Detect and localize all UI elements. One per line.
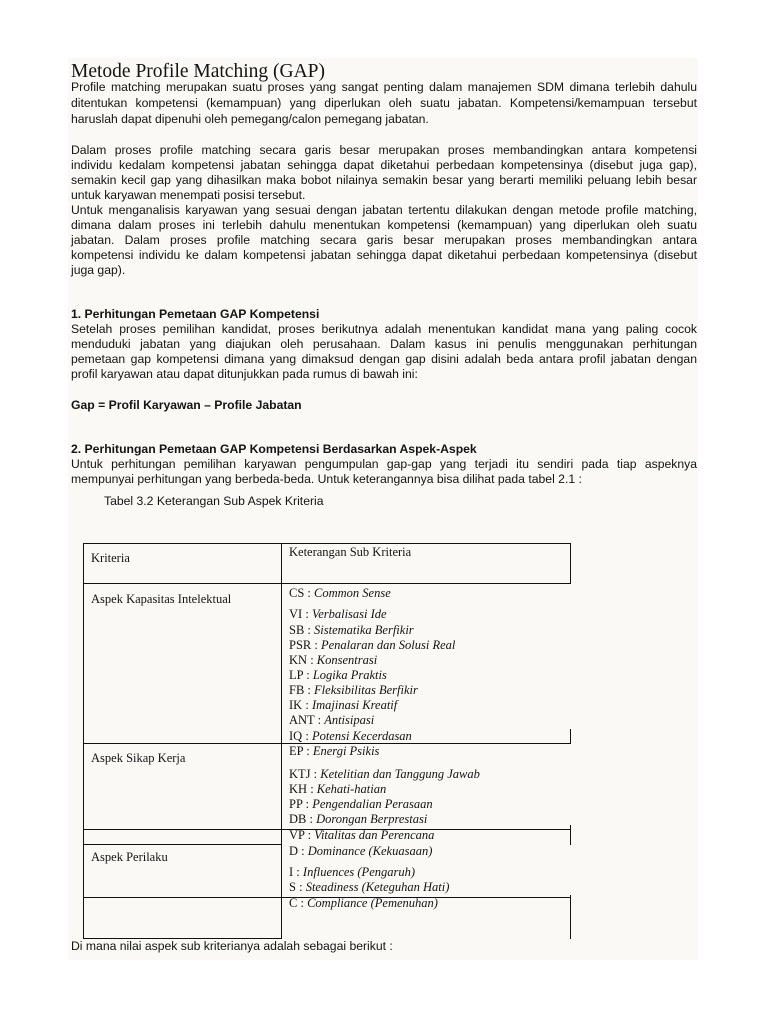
paragraph-line: dimana dalam proses ini terlebih dahulu menentukan kompetensi (kemampuan) yang diperlukan oleh suatu (71, 218, 697, 232)
section-line: menduduki jabatan yang diajukan oleh perusahaan. Dalam kasus ini penulis menggunakan perhitungan (71, 337, 697, 351)
paragraph-line: individu kedalam kompetensi jabatan sehingga dapat diketahui perbedaan kompetensinya (disebut juga gap), (71, 158, 697, 172)
formula: Gap = Profil Karyawan – Profile Jabatan (71, 398, 302, 412)
table-item: CS : Common Sense (289, 586, 391, 600)
item-desc: Compliance (Pemenuhan) (307, 896, 438, 910)
section-line: Setelah proses pemilihan kandidat, proses berikutnya adalah menentukan kandidat mana yang paling cocok (71, 322, 697, 336)
item-desc: Dorongan Berprestasi (316, 812, 428, 826)
item-code: KN (289, 653, 308, 667)
table-item: PSR : Penalaran dan Solusi Real (289, 638, 456, 652)
item-code: KH (289, 782, 308, 796)
item-code: IK (289, 698, 303, 712)
item-desc: Penalaran dan Solusi Real (320, 638, 456, 652)
item-code: EP (289, 744, 304, 758)
item-code: VP (289, 828, 305, 842)
item-code: C (289, 896, 298, 910)
item-code: ANT (289, 713, 315, 727)
table-item: ANT : Antisipasi (289, 713, 375, 727)
table-border (83, 543, 571, 544)
table-border (83, 844, 281, 845)
table-item: SB : Sistematika Berfikir (289, 623, 414, 637)
footer-line: Di mana nilai aspek sub kriterianya adalah sebagai berikut : (71, 939, 393, 953)
item-desc: Potensi Kecerdasan (311, 729, 412, 743)
table-border (83, 543, 84, 939)
item-code: I (289, 865, 294, 879)
item-desc: Kehati-hatian (316, 782, 387, 796)
table-border (570, 729, 571, 744)
item-code: KTJ (289, 767, 311, 781)
item-code: SB (289, 623, 305, 637)
intro-line: Profile matching merupakan suatu proses yang sangat penting dalam manajemen SDM dimana terlebih dahulu (71, 80, 697, 94)
item-code: CS (289, 586, 305, 600)
item-desc: Fleksibilitas Berfikir (314, 683, 418, 697)
table-item: LP : Logika Praktis (289, 668, 387, 682)
item-desc: Energi Psikis (312, 744, 380, 758)
table-item: IK : Imajinasi Kreatif (289, 698, 398, 712)
item-code: S (289, 880, 296, 894)
paragraph-line: untuk karyawan menempati posisi tersebut. (71, 188, 306, 202)
item-desc: Common Sense (314, 586, 391, 600)
section-line: pemetaan gap kompetensi dimana yang dimaksud dengan gap disini adalah beda antara profil jabatan dengan (71, 352, 697, 366)
item-desc: Influences (Pengaruh) (302, 865, 416, 879)
table-item: D : Dominance (Kekuasaan) (289, 844, 433, 858)
table-item: DB : Dorongan Berprestasi (289, 812, 428, 826)
table-item: C : Compliance (Pemenuhan) (289, 896, 438, 910)
item-desc: Imajinasi Kreatif (311, 698, 398, 712)
intro-line: haruslah dapat dipenuhi oleh pemegang/calon pemegang jabatan. (71, 112, 429, 126)
item-desc: Ketelitian dan Tanggung Jawab (320, 767, 480, 781)
item-code: IQ (289, 729, 303, 743)
section-heading: 2. Perhitungan Pemetaan GAP Kompetensi Berdasarkan Aspek-Aspek (71, 442, 477, 456)
paragraph-line: Untuk menganalisis karyawan yang sesuai dengan jabatan tertentu dilakukan dengan metode profile matching, (71, 203, 697, 217)
table-item: VP : Vitalitas dan Perencana (289, 828, 435, 842)
table-aspect: Aspek Perilaku (91, 850, 168, 864)
table-border (281, 543, 282, 939)
item-code: DB (289, 812, 307, 826)
item-desc: Sistematika Berfikir (314, 623, 414, 637)
table-border (570, 543, 571, 584)
table-caption: Tabel 3.2 Keterangan Sub Aspek Kriteria (104, 494, 324, 508)
table-item: KH : Kehati-hatian (289, 782, 387, 796)
table-header: Keterangan Sub Kriteria (289, 545, 412, 559)
table-border (570, 825, 571, 845)
paragraph-line: semakin kecil gap yang dihasilkan maka bobot nilainya semakin besar yang berarti memiliki peluang lebih besar (71, 173, 697, 187)
page-title: Metode Profile Matching (GAP) (71, 61, 325, 82)
intro-line: ditentukan kompetensi (kemampuan) yang diperlukan oleh suatu jabatan. Kompetensi/kemampuan tersebut (71, 96, 697, 110)
paragraph-line: juga gap). (71, 263, 126, 277)
item-code: FB (289, 683, 305, 697)
table-aspect: Aspek Sikap Kerja (91, 751, 186, 765)
table-item: EP : Energi Psikis (289, 744, 380, 758)
item-desc: Verbalisasi Ide (311, 607, 387, 621)
item-code: LP (289, 668, 304, 682)
paragraph-line: jabatan. Dalam proses profile matching secara garis besar merupakan proses membandingkan antara (71, 233, 697, 247)
item-desc: Vitalitas dan Perencana (314, 828, 435, 842)
table-item: I : Influences (Pengaruh) (289, 865, 416, 879)
section-line: profil karyawan atau dapat ditunjukkan pada rumus di bawah ini: (71, 367, 418, 381)
paragraph-line: Dalam proses profile matching secara garis besar merupakan proses membandingkan antara kompetensi (71, 143, 697, 157)
table-item: S : Steadiness (Keteguhan Hati) (289, 880, 450, 894)
table-item: FB : Fleksibilitas Berfikir (289, 683, 418, 697)
item-desc: Antisipasi (324, 713, 375, 727)
section-line: mempunyai perhitungan yang berbeda-beda. Untuk keterangannya bisa dilihat pada tabel 2.1 : (71, 472, 582, 486)
item-code: PP (289, 797, 303, 811)
table-aspect: Aspek Kapasitas Intelektual (91, 592, 232, 606)
item-code: D (289, 844, 299, 858)
item-desc: Konsentrasi (316, 653, 378, 667)
table-item: VI : Verbalisasi Ide (289, 607, 387, 621)
section-heading: 1. Perhitungan Pemetaan GAP Kompetensi (71, 307, 320, 321)
item-desc: Pengendalian Perasaan (312, 797, 433, 811)
item-desc: Dominance (Kekuasaan) (307, 844, 433, 858)
table-border (83, 583, 571, 584)
table-item: KN : Konsentrasi (289, 653, 378, 667)
table-item: KTJ : Ketelitian dan Tanggung Jawab (289, 767, 480, 781)
item-desc: Logika Praktis (312, 668, 387, 682)
item-code: VI (289, 607, 303, 621)
paragraph-line: kompetensi individu ke dalam kompetensi jabatan sehingga dapat diketahui perbedaan kompetensinya (disebut (71, 248, 697, 262)
item-desc: Steadiness (Keteguhan Hati) (305, 880, 450, 894)
item-code: PSR (289, 638, 312, 652)
table-header: Kriteria (91, 551, 130, 565)
table-item: PP : Pengendalian Perasaan (289, 797, 433, 811)
criteria-table (83, 543, 571, 939)
table-item: IQ : Potensi Kecerdasan (289, 729, 412, 743)
section-line: Untuk perhitungan pemilihan karyawan pengumpulan gap-gap yang terjadi itu sendiri pada tiap aspeknya (71, 457, 697, 471)
table-border (570, 895, 571, 939)
